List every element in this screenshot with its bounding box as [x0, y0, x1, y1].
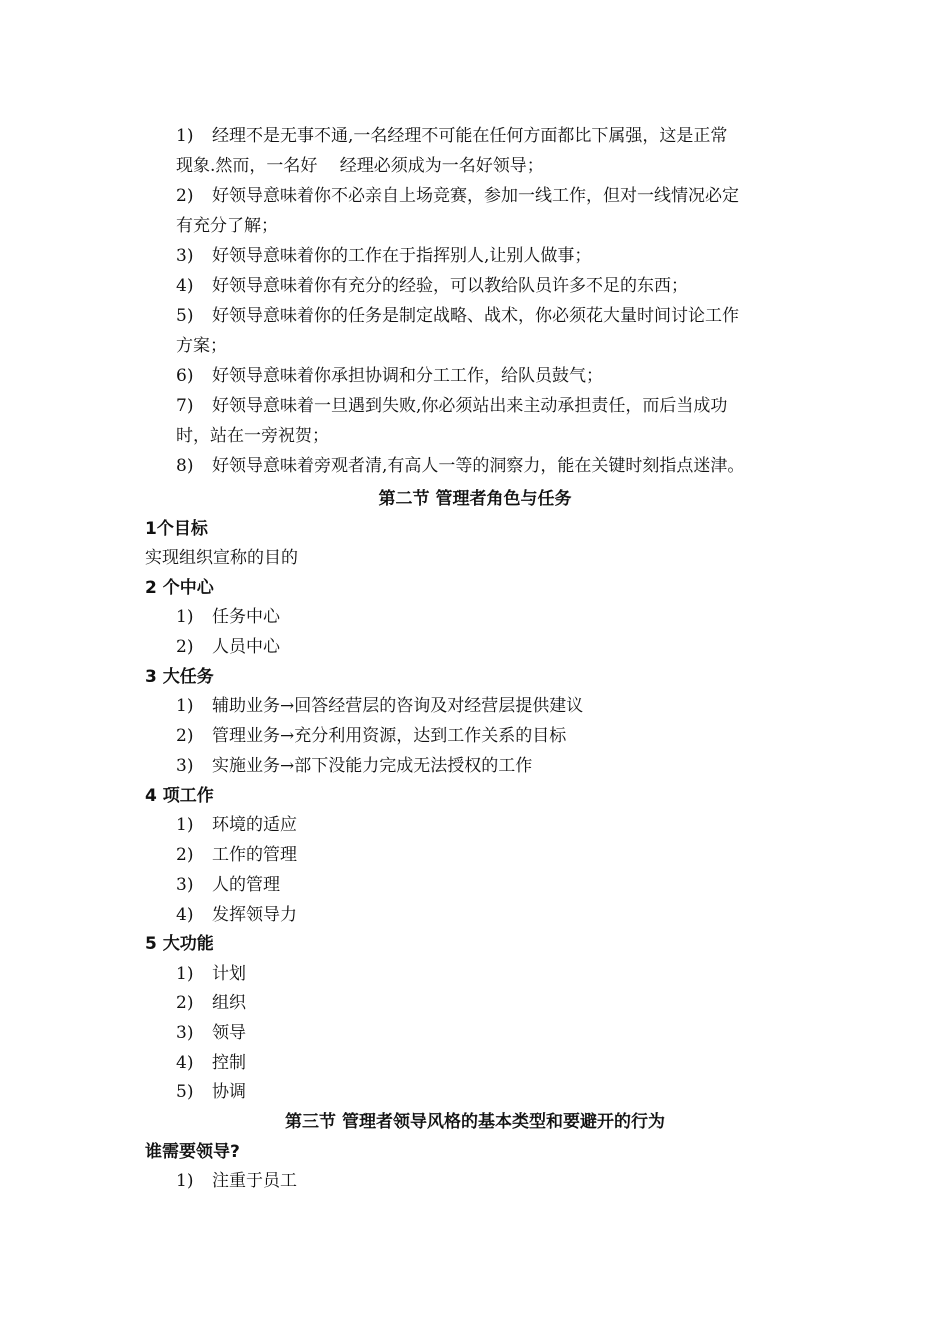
list-item: 4) 发挥领导力 [176, 905, 297, 925]
list-item: 4) 控制 [176, 1053, 246, 1073]
list-item: 2) 管理业务→充分利用资源，达到工作关系的目标 [176, 726, 567, 746]
list-item: 1) 计划 [176, 964, 246, 984]
subheading-tasks: 3 大任务 [145, 667, 214, 687]
list-item: 1) 环境的适应 [176, 815, 297, 835]
list-item: 8) 好领导意味着旁观者清,有高人一等的洞察力，能在关键时刻指点迷津。 [176, 456, 745, 476]
goal-text: 实现组织宣称的目的 [145, 548, 298, 568]
subheading-functions: 5 大功能 [145, 934, 214, 954]
list-item: 5) 协调 [176, 1082, 246, 1102]
list-item: 2) 人员中心 [176, 637, 280, 657]
subheading-who-needs-leadership: 谁需要领导? [145, 1142, 240, 1162]
list-item-continuation: 方案； [176, 336, 227, 356]
subheading-goal: 1个目标 [145, 519, 208, 539]
section-title: 第三节 管理者领导风格的基本类型和要避开的行为 [285, 1112, 665, 1132]
list-item: 2) 工作的管理 [176, 845, 297, 865]
list-item: 1) 辅助业务→回答经营层的咨询及对经营层提供建议 [176, 696, 584, 716]
list-item: 1) 任务中心 [176, 607, 280, 627]
list-item: 1) 经理不是无事不通,一名经理不可能在任何方面都比下属强，这是正常 [176, 126, 728, 146]
list-item: 3) 实施业务→部下没能力完成无法授权的工作 [176, 756, 533, 776]
subheading-centers: 2 个中心 [145, 578, 214, 598]
list-item-continuation: 有充分了解； [176, 216, 278, 236]
section-title: 第二节 管理者角色与任务 [378, 489, 572, 509]
list-item: 1) 注重于员工 [176, 1171, 297, 1191]
list-item: 6) 好领导意味着你承担协调和分工工作，给队员鼓气； [176, 366, 603, 386]
list-item: 3) 人的管理 [176, 875, 280, 895]
list-item: 2) 组织 [176, 993, 246, 1013]
list-item: 3) 领导 [176, 1023, 246, 1043]
list-item: 2) 好领导意味着你不必亲自上场竞赛，参加一线工作，但对一线情况必定 [176, 186, 739, 206]
list-item: 5) 好领导意味着你的任务是制定战略、战术，你必须花大量时间讨论工作 [176, 306, 739, 326]
list-item-continuation: 现象.然而，一名好 经理必须成为一名好领导； [176, 156, 544, 176]
list-item: 7) 好领导意味着一旦遇到失败,你必须站出来主动承担责任，而后当成功 [176, 396, 728, 416]
subheading-work: 4 项工作 [145, 786, 214, 806]
list-item: 4) 好领导意味着你有充分的经验，可以教给队员许多不足的东西； [176, 276, 688, 296]
list-item: 3) 好领导意味着你的工作在于指挥别人,让别人做事； [176, 246, 592, 266]
list-item-continuation: 时，站在一旁祝贺； [176, 426, 329, 446]
